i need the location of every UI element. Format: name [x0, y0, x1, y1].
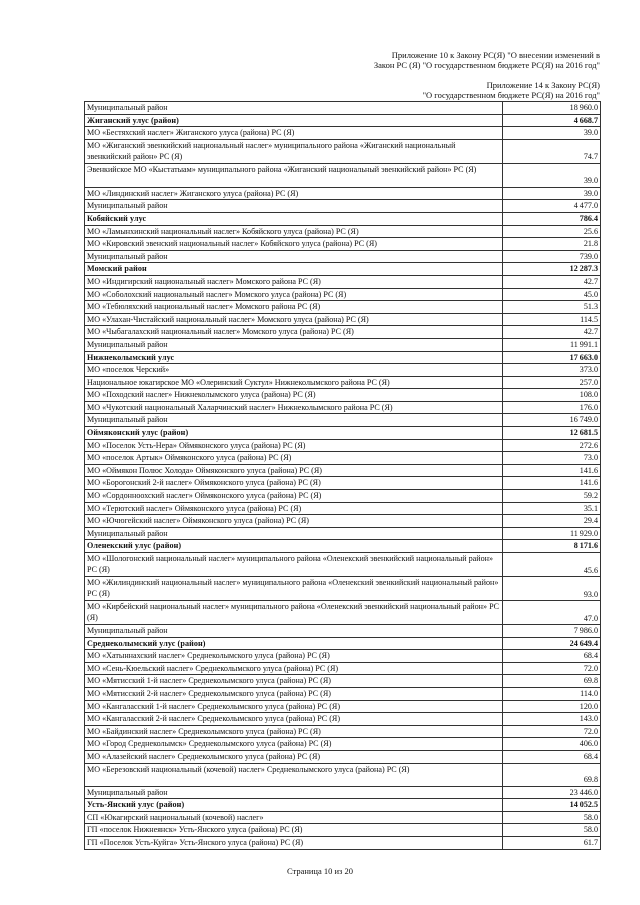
table-row	[85, 464, 601, 477]
row-amount: 108.0	[503, 389, 601, 402]
row-amount: 114.0	[503, 687, 601, 700]
row-name: МО «Мятисский 1-й наслег» Среднеколымского улуса (района) РС (Я)	[85, 675, 503, 688]
table-row	[85, 750, 601, 763]
table-row	[85, 725, 601, 738]
table-row	[85, 786, 601, 799]
table-row	[85, 301, 601, 314]
row-name: ГП «Поселок Усть-Куйга» Усть-Янского улуса (района) РС (Я)	[85, 836, 503, 849]
row-name: Национальное юкагирское МО «Олеринский Суктул» Нижнеколымского района РС (Я)	[85, 376, 503, 389]
table-row	[85, 527, 601, 540]
row-name: МО «Байдинский наслег» Среднеколымского улуса (района) РС (Я)	[85, 725, 503, 738]
table-row	[85, 687, 601, 700]
table-row	[85, 414, 601, 427]
table-row	[85, 811, 601, 824]
row-amount: 141.6	[503, 477, 601, 490]
table-row	[85, 389, 601, 402]
row-amount: 51.3	[503, 301, 601, 314]
row-amount: 272.6	[503, 439, 601, 452]
row-name: МО «Ючюгейский наслег» Оймяконского улуса (района) РС (Я)	[85, 515, 503, 528]
row-name: Муниципальный район	[85, 414, 503, 427]
row-amount: 14 052.5	[503, 799, 601, 812]
row-amount: 39.0	[503, 163, 601, 187]
table-row	[85, 313, 601, 326]
row-amount: 59.2	[503, 490, 601, 503]
table-row	[85, 288, 601, 301]
row-name: МО «Поселок Усть-Нера» Оймяконского улуса (района) РС (Я)	[85, 439, 503, 452]
table-row	[85, 675, 601, 688]
row-amount: 120.0	[503, 700, 601, 713]
table-row	[85, 338, 601, 351]
budget-table-body	[85, 102, 601, 850]
row-name: Нижнеколымский улус	[85, 351, 503, 364]
row-name: МО «Алазейский наслег» Среднеколымского улуса (района) РС (Я)	[85, 750, 503, 763]
appendix-10-line-1: Приложение 10 к Закону РС(Я) "О внесении изменений в	[391, 50, 600, 60]
row-name: МО «Линдинский наслег» Жиганского улуса (района) РС (Я)	[85, 187, 503, 200]
budget-table	[84, 101, 601, 850]
row-name: МО «Кировский эвенский национальный наслег» Кобяйского улуса (района) РС (Я)	[85, 238, 503, 251]
table-row	[85, 836, 601, 849]
row-name: МО «Бестяхский наслег» Жиганского улуса (района) РС (Я)	[85, 127, 503, 140]
row-name: МО «Сордонноохский наслег» Оймяконского улуса (района) РС (Я)	[85, 490, 503, 503]
row-name: Муниципальный район	[85, 200, 503, 213]
row-amount: 39.0	[503, 127, 601, 140]
row-name: Муниципальный район	[85, 625, 503, 638]
table-row	[85, 238, 601, 251]
row-name: МО «Индигирский национальный наслег» Момского района РС (Я)	[85, 275, 503, 288]
table-row	[85, 700, 601, 713]
table-row	[85, 662, 601, 675]
district-row	[85, 427, 601, 440]
row-amount: 24 649.4	[503, 637, 601, 650]
row-amount: 39.0	[503, 187, 601, 200]
page-number: Страница 10 из 20	[286, 866, 354, 876]
table-row	[85, 738, 601, 751]
row-amount: 739.0	[503, 250, 601, 263]
row-name: МО «Кирбейский национальный наслег» муниципального района «Оленекский эвенкийский национальный район» РС (Я)	[85, 601, 503, 625]
row-amount: 11 991.1	[503, 338, 601, 351]
row-name: МО «Кангаласский 1-й наслег» Среднеколымского улуса (района) РС (Я)	[85, 700, 503, 713]
row-name: Муниципальный район	[85, 250, 503, 263]
table-row	[85, 577, 601, 601]
row-amount: 58.0	[503, 824, 601, 837]
table-row	[85, 127, 601, 140]
table-row	[85, 502, 601, 515]
row-amount: 93.0	[503, 577, 601, 601]
row-name: МО «Жиганский эвенкийский национальный наслег» муниципального района «Жиганский национальный эвенкийский район» РС (Я)	[85, 139, 503, 163]
table-row	[85, 452, 601, 465]
row-amount: 16 749.0	[503, 414, 601, 427]
row-amount: 176.0	[503, 401, 601, 414]
row-amount: 143.0	[503, 713, 601, 726]
row-name: МО «Оймякон Полюс Холода» Оймяконского улуса (района) РС (Я)	[85, 464, 503, 477]
table-row	[85, 824, 601, 837]
row-amount: 45.0	[503, 288, 601, 301]
row-amount: 257.0	[503, 376, 601, 389]
table-row	[85, 139, 601, 163]
row-name: МО «Соболохский национальный наслег» Момского улуса (района) РС (Я)	[85, 288, 503, 301]
row-name: Жиганский улус (район)	[85, 114, 503, 127]
table-row	[85, 439, 601, 452]
table-row	[85, 477, 601, 490]
row-name: Среднеколымский улус (район)	[85, 637, 503, 650]
row-amount: 58.0	[503, 811, 601, 824]
row-amount: 29.4	[503, 515, 601, 528]
row-name: Эвенкийское МО «Кыстатыам» муниципального района «Жиганский национальный эвенкийский район» РС (Я)	[85, 163, 503, 187]
table-row	[85, 553, 601, 577]
table-row	[85, 650, 601, 663]
row-name: СП «Юкагирский национальный (кочевой) наслег»	[85, 811, 503, 824]
row-amount: 786.4	[503, 212, 601, 225]
table-row	[85, 401, 601, 414]
row-amount: 72.0	[503, 725, 601, 738]
row-amount: 68.4	[503, 650, 601, 663]
district-row	[85, 540, 601, 553]
table-row	[85, 275, 601, 288]
row-amount: 73.0	[503, 452, 601, 465]
row-name: Муниципальный район	[85, 338, 503, 351]
row-amount: 47.0	[503, 601, 601, 625]
row-amount: 373.0	[503, 364, 601, 377]
row-amount: 11 929.0	[503, 527, 601, 540]
row-name: МО «Мятисский 2-й наслег» Среднеколымского улуса (района) РС (Я)	[85, 687, 503, 700]
row-amount: 23 446.0	[503, 786, 601, 799]
row-name: МО «Улахан-Чистайский национальный наслег» Момского улуса (района) РС (Я)	[85, 313, 503, 326]
appendix-10-line-2: Закон РС (Я) "О государственном бюджете РС(Я) на 2016 год"	[373, 60, 600, 70]
row-amount: 12 681.5	[503, 427, 601, 440]
table-row	[85, 187, 601, 200]
district-row	[85, 263, 601, 276]
table-row	[85, 625, 601, 638]
district-row	[85, 637, 601, 650]
table-row	[85, 713, 601, 726]
row-amount: 42.7	[503, 326, 601, 339]
row-amount: 7 986.0	[503, 625, 601, 638]
row-name: Оймяконский улус (район)	[85, 427, 503, 440]
appendix-14-line-2: "О государственном бюджете РС(Я) на 2016 год"	[422, 90, 600, 100]
table-row	[85, 225, 601, 238]
row-name: Кобяйский улус	[85, 212, 503, 225]
row-name: МО «Сень-Кюельский наслег» Среднеколымского улуса (района) РС (Я)	[85, 662, 503, 675]
row-name: Муниципальный район	[85, 102, 503, 115]
row-name: МО «Терютский наслег» Оймяконского улуса (района) РС (Я)	[85, 502, 503, 515]
row-amount: 61.7	[503, 836, 601, 849]
table-row	[85, 163, 601, 187]
row-name: МО «поселок Черский»	[85, 364, 503, 377]
row-name: МО «Тебюляхский национальный наслег» Момского района РС (Я)	[85, 301, 503, 314]
row-amount: 69.8	[503, 763, 601, 786]
row-amount: 141.6	[503, 464, 601, 477]
row-amount: 72.0	[503, 662, 601, 675]
table-row	[85, 376, 601, 389]
row-name: Муниципальный район	[85, 786, 503, 799]
table-row	[85, 102, 601, 115]
row-name: МО «Чыбагалахский национальный наслег» Момского улуса (района) РС (Я)	[85, 326, 503, 339]
appendix-14-header	[423, 80, 600, 100]
row-amount: 69.8	[503, 675, 601, 688]
row-name: МО «Шологонский национальный наслег» муниципального района «Оленекский эвенкийский национальный район» РС (Я)	[85, 553, 503, 577]
row-name: Муниципальный район	[85, 527, 503, 540]
row-amount: 8 171.6	[503, 540, 601, 553]
row-amount: 35.1	[503, 502, 601, 515]
row-name: МО «Ламынхинский национальный наслег» Кобяйского улуса (района) РС (Я)	[85, 225, 503, 238]
row-name: Усть-Янский улус (район)	[85, 799, 503, 812]
row-amount: 25.6	[503, 225, 601, 238]
row-amount: 18 960.0	[503, 102, 601, 115]
row-amount: 12 287.3	[503, 263, 601, 276]
table-row	[85, 200, 601, 213]
row-amount: 406.0	[503, 738, 601, 751]
table-row	[85, 326, 601, 339]
row-name: ГП «поселок Нижнеянск» Усть-Янского улуса (района) РС (Я)	[85, 824, 503, 837]
row-amount: 114.5	[503, 313, 601, 326]
row-name: МО «Город Среднеколымск» Среднеколымского улуса (района) РС (Я)	[85, 738, 503, 751]
table-row	[85, 601, 601, 625]
row-amount: 42.7	[503, 275, 601, 288]
row-amount: 17 663.0	[503, 351, 601, 364]
row-name: МО «Кангаласский 2-й наслег» Среднеколымского улуса (района) РС (Я)	[85, 713, 503, 726]
row-amount: 45.6	[503, 553, 601, 577]
row-amount: 4 477.0	[503, 200, 601, 213]
row-amount: 4 668.7	[503, 114, 601, 127]
district-row	[85, 114, 601, 127]
row-name: МО «Хатыннахский наслег» Среднеколымского улуса (района) РС (Я)	[85, 650, 503, 663]
table-row	[85, 490, 601, 503]
row-name: МО «поселок Артык» Оймяконского улуса (района) РС (Я)	[85, 452, 503, 465]
table-row	[85, 763, 601, 786]
row-name: Момский район	[85, 263, 503, 276]
table-row	[85, 515, 601, 528]
row-name: МО «Жилиндинский национальный наслег» муниципального района «Оленекский эвенкийский национальный район» РС (Я)	[85, 577, 503, 601]
row-name: МО «Чукотский национальный Халарчинский наслег» Нижнеколымского района РС (Я)	[85, 401, 503, 414]
table-row	[85, 364, 601, 377]
district-row	[85, 799, 601, 812]
district-row	[85, 212, 601, 225]
row-name: Оленекский улус (район)	[85, 540, 503, 553]
table-row	[85, 250, 601, 263]
row-name: МО «Борогонский 2-й наслег» Оймяконского улуса (района) РС (Я)	[85, 477, 503, 490]
district-row	[85, 351, 601, 364]
row-amount: 74.7	[503, 139, 601, 163]
row-amount: 21.8	[503, 238, 601, 251]
appendix-10-header	[374, 50, 600, 70]
row-name: МО «Походский наслег» Нижнеколымского улуса (района) РС (Я)	[85, 389, 503, 402]
row-amount: 68.4	[503, 750, 601, 763]
row-name: МО «Березовский национальный (кочевой) наслег» Среднеколымского улуса (района) РС (Я)	[85, 763, 503, 786]
appendix-14-line-1: Приложение 14 к Закону РС(Я)	[486, 80, 600, 90]
